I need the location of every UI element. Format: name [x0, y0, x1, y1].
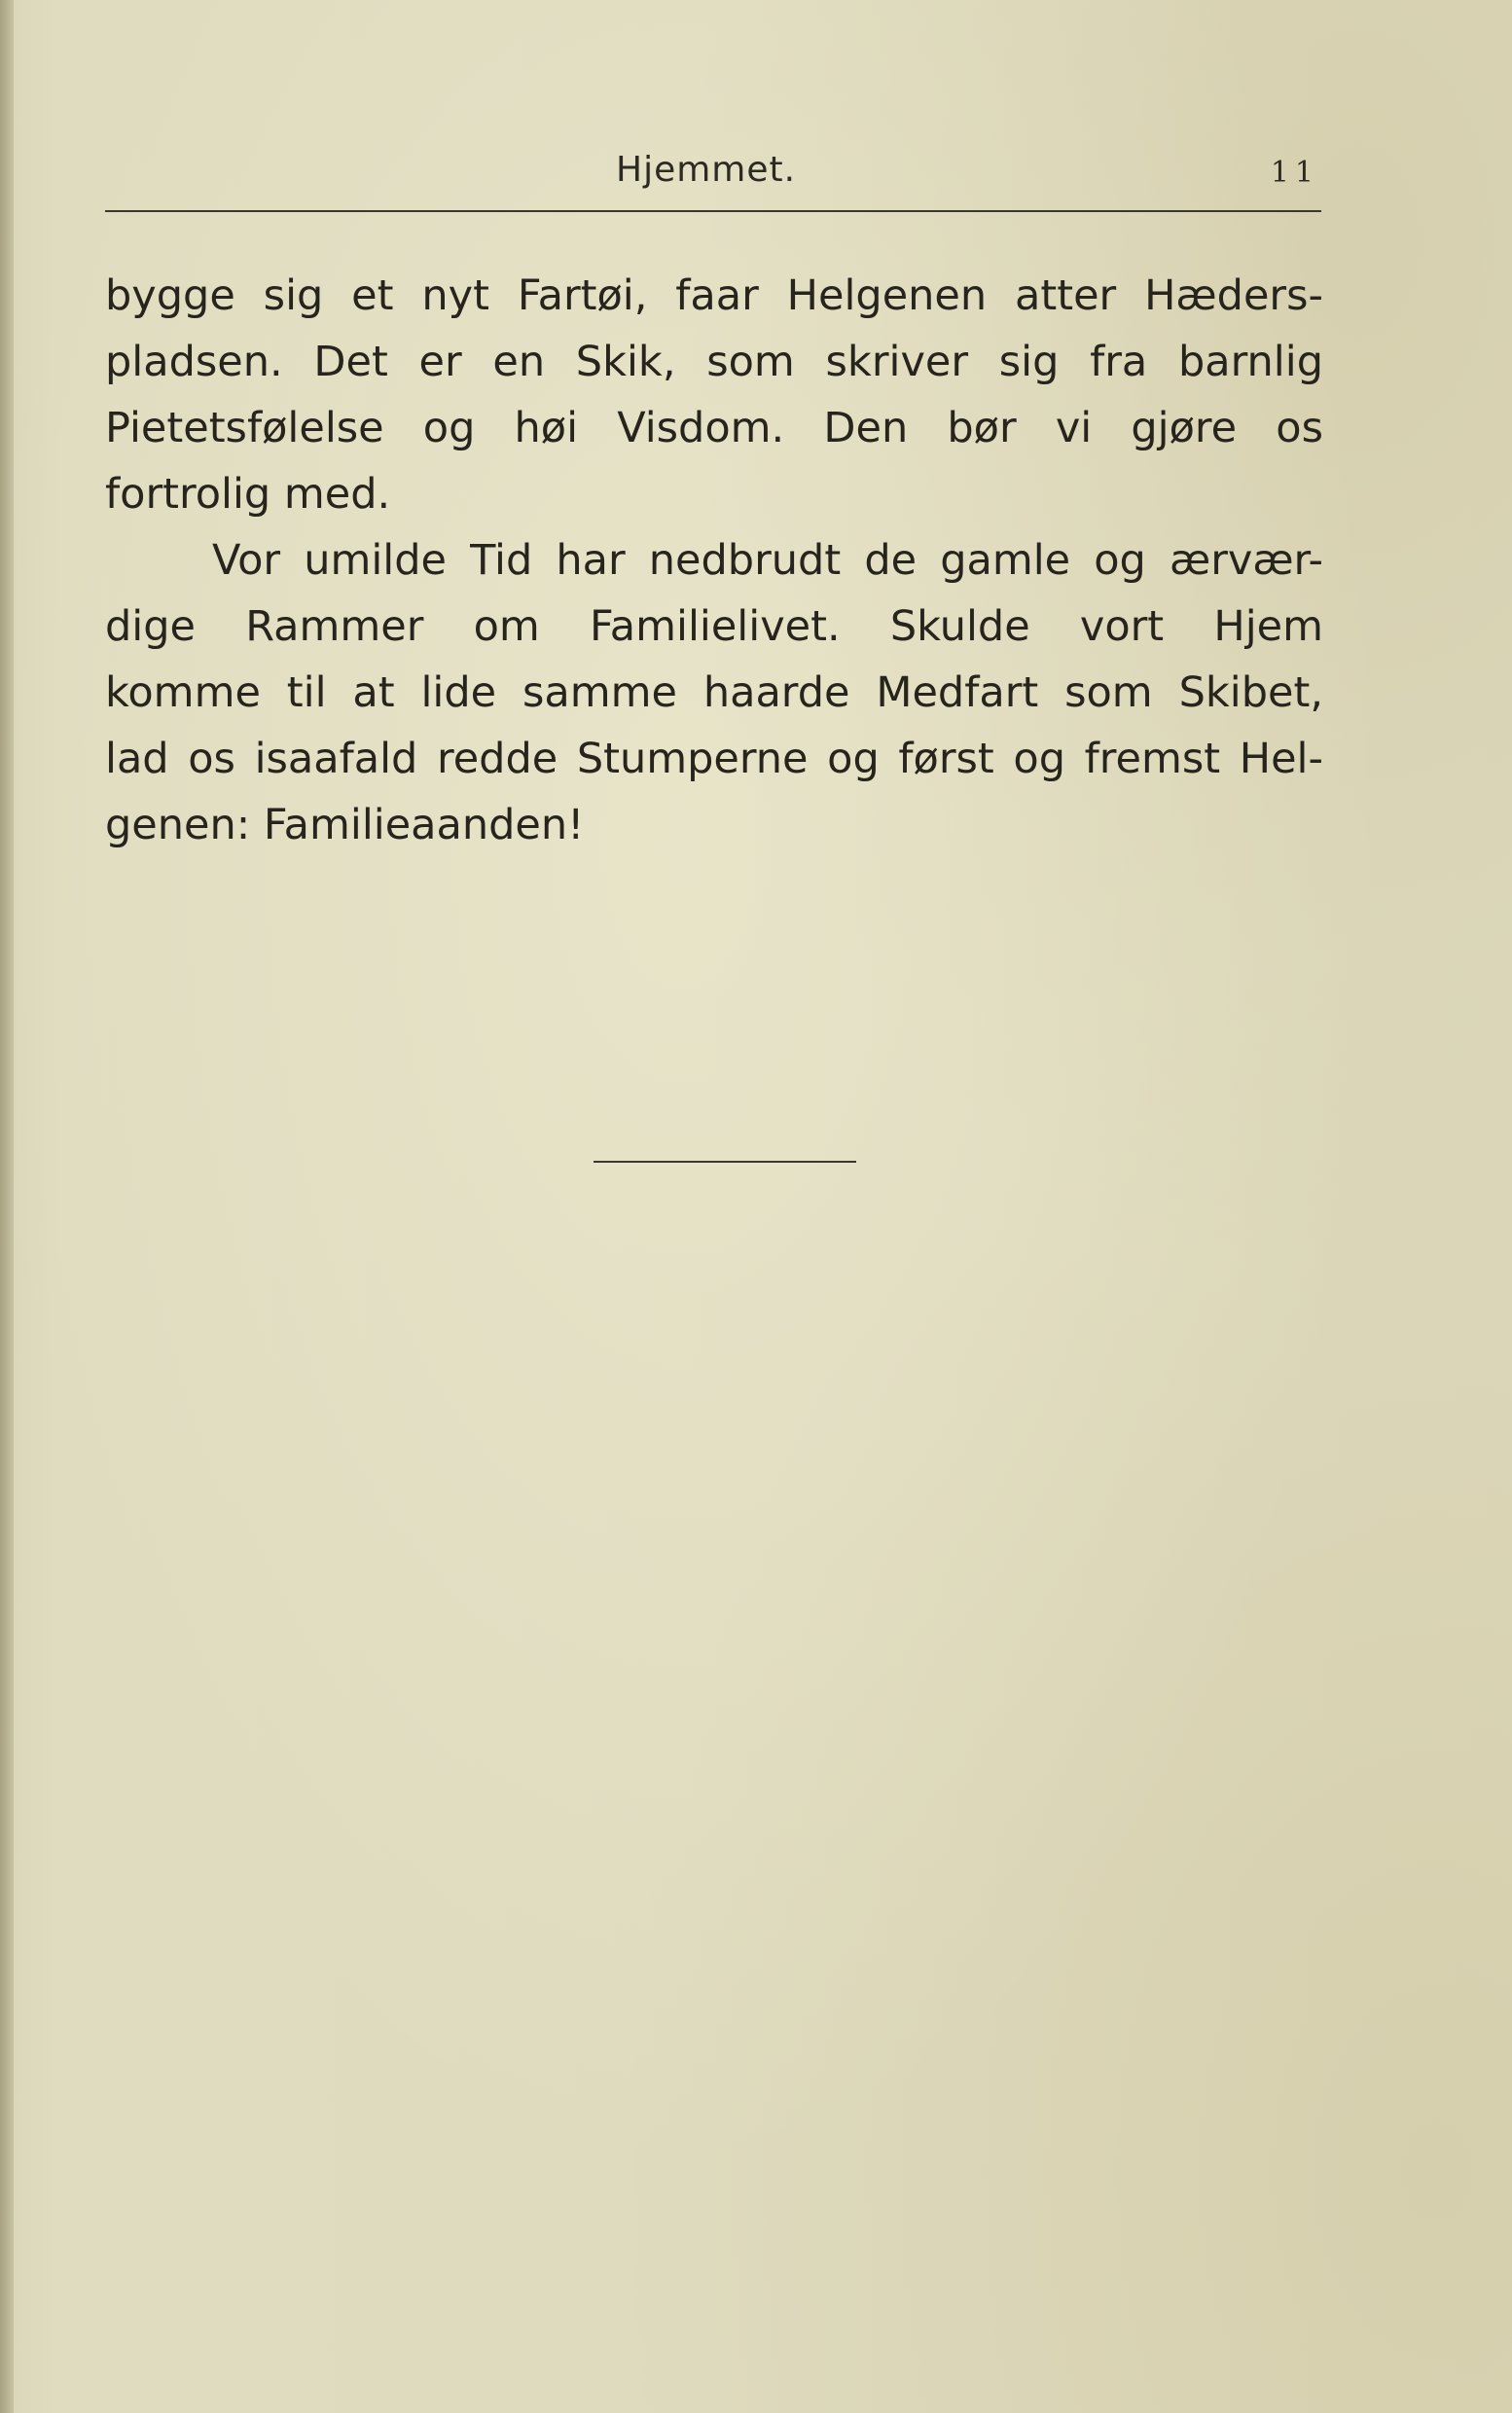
paragraph-2 [105, 527, 1323, 858]
text-line: komme til at lide samme haarde Medfart som Skibet, [105, 668, 1323, 717]
text-line: genen: Familieaanden! [105, 801, 585, 849]
text-line: Pietetsfølelse og høi Visdom. Den bør vi gjøre os [105, 404, 1323, 452]
running-head [105, 146, 1319, 204]
header-rule [105, 210, 1321, 212]
text-line: dige Rammer om Familielivet. Skulde vort Hjem [105, 602, 1323, 651]
page-number: 11 [1270, 156, 1319, 190]
section-end-rule [594, 1161, 856, 1163]
page-spine-edge [0, 0, 14, 2413]
running-head-title: Hjemmet. [616, 150, 797, 190]
body-text [105, 263, 1323, 858]
paragraph-1 [105, 263, 1323, 527]
text-line: Vor umilde Tid har nedbrudt de gamle og ærvær- [212, 536, 1323, 585]
text-line: bygge sig et nyt Fartøi, faar Helgenen atter Hæders- [105, 271, 1323, 320]
text-line: fortrolig med. [105, 470, 391, 519]
text-line: lad os isaafald redde Stumperne og først og fremst Hel- [105, 735, 1323, 783]
text-line: pladsen. Det er en Skik, som skriver sig fra barnlig [105, 338, 1323, 386]
